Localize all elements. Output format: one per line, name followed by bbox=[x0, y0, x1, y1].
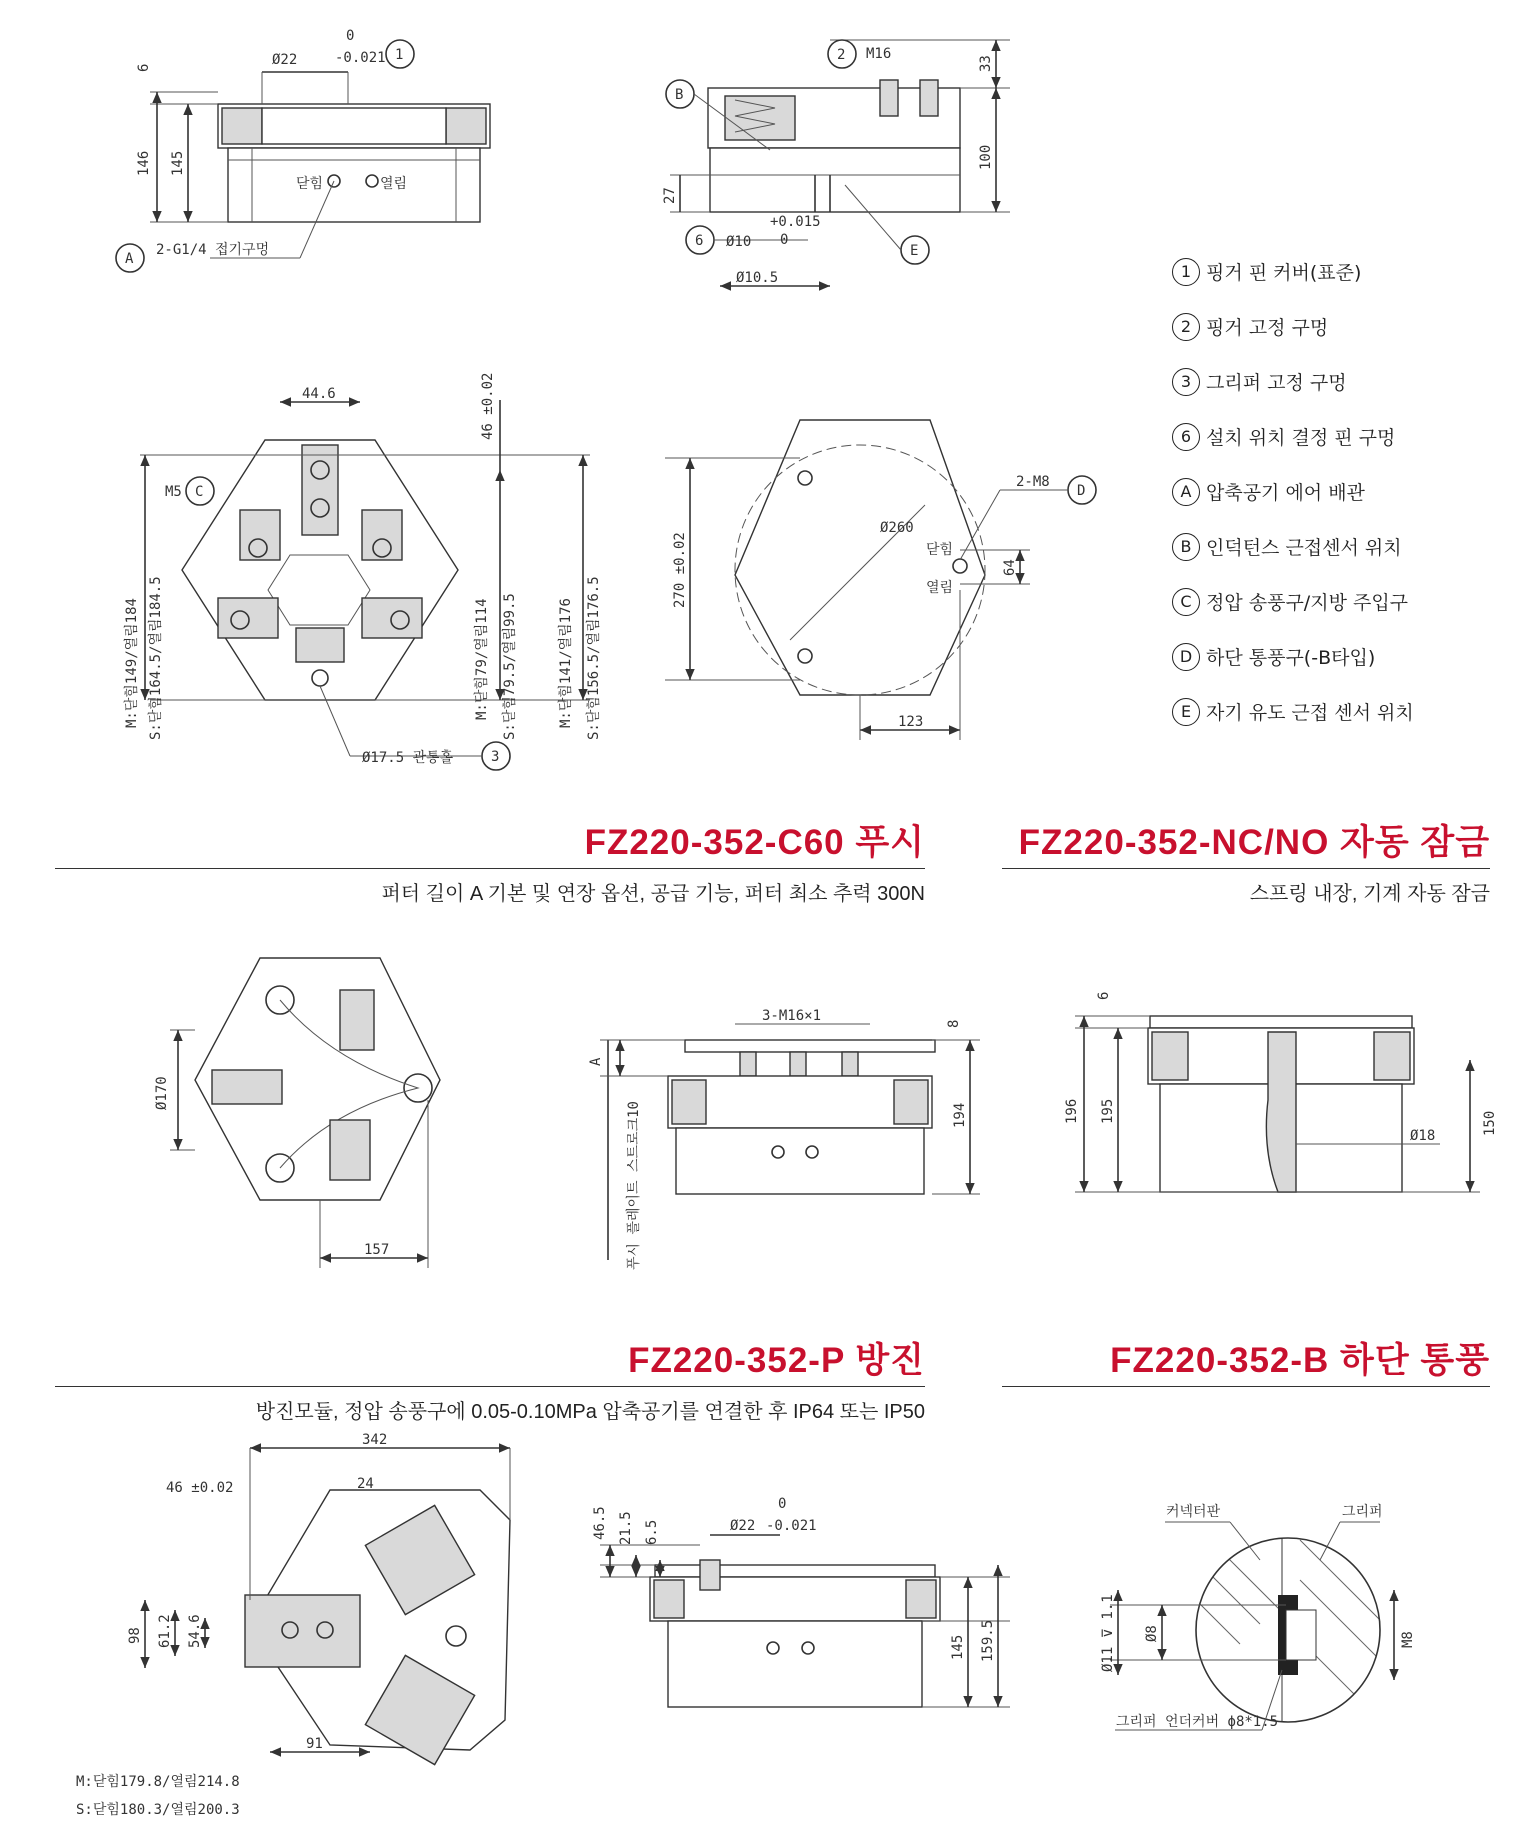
tol-lower: -0.021 bbox=[335, 50, 386, 66]
dim-65: 6.5 bbox=[644, 1519, 660, 1545]
dim-145b: 145 bbox=[950, 1634, 966, 1660]
tol-lower-3: -0.021 bbox=[766, 1518, 817, 1534]
legend-marker: C bbox=[1172, 588, 1200, 616]
callout-B: B bbox=[675, 87, 684, 103]
section-b bbox=[1002, 1340, 1490, 1387]
dim-2m8: 2-M8 bbox=[1016, 474, 1050, 490]
label-close: 닫힘 bbox=[296, 176, 324, 192]
callout-6: 6 bbox=[695, 233, 704, 249]
dim-195: 195 bbox=[1100, 1098, 1116, 1124]
label-close-2: 닫힘 bbox=[926, 542, 954, 558]
dim-612: 61.2 bbox=[157, 1614, 173, 1648]
label-connector: 커넥터판 bbox=[1166, 1504, 1221, 1520]
dim-546: 54.6 bbox=[187, 1614, 203, 1648]
section-b-title: FZ220-352-B 하단 통풍 bbox=[1110, 1341, 1490, 1380]
dim-123: 123 bbox=[898, 714, 924, 730]
legend-marker: A bbox=[1172, 478, 1200, 506]
dim-98: 98 bbox=[127, 1627, 143, 1644]
p-side-view-drawing bbox=[592, 1496, 1010, 1707]
legend-text: 그리퍼 고정 구멍 bbox=[1206, 372, 1347, 394]
c60-top-view-drawing bbox=[154, 958, 440, 1268]
legend-list bbox=[1172, 244, 1512, 739]
callout-D: D bbox=[1077, 483, 1086, 499]
section-c60 bbox=[55, 822, 925, 906]
label-open: 열림 bbox=[380, 176, 408, 192]
divider bbox=[1002, 868, 1490, 869]
legend-item bbox=[1172, 629, 1512, 684]
section-ncno-title: FZ220-352-NC/NO 자동 잠금 bbox=[1018, 823, 1490, 862]
dim-91: 91 bbox=[306, 1736, 323, 1752]
stroke-s-1803: S:닫힘180.3/열림200.3 bbox=[76, 1802, 240, 1818]
dim-64: 64 bbox=[1002, 559, 1018, 576]
b-detail-drawing bbox=[1100, 1503, 1416, 1730]
dim-d8: Ø8 bbox=[1144, 1625, 1160, 1642]
dim-270: 270 ±0.02 bbox=[672, 532, 688, 608]
dim-196: 196 bbox=[1064, 1098, 1080, 1124]
stroke-m-176: M:닫힘141/열림176 bbox=[558, 598, 574, 728]
dim-150: 150 bbox=[1482, 1110, 1498, 1136]
dim-446: 44.6 bbox=[302, 386, 336, 402]
dim-A: A bbox=[588, 1057, 604, 1066]
stroke-m-1798: M:닫힘179.8/열림214.8 bbox=[76, 1774, 240, 1790]
legend-text: 하단 통풍구(-B타입) bbox=[1206, 647, 1376, 669]
dim-d10: Ø10 bbox=[726, 234, 752, 250]
tol-upper: 0 bbox=[346, 28, 355, 44]
dim-6b: 6 bbox=[1096, 991, 1112, 1000]
legend-text: 인덕턴스 근접센서 위치 bbox=[1206, 537, 1402, 559]
dim-d11: Ø11 ⊽ 1.1 bbox=[1100, 1594, 1116, 1672]
stroke-s-995: S:닫힘79.5/열림99.5 bbox=[502, 593, 518, 740]
legend-text: 핑거 핀 커버(표준) bbox=[1206, 262, 1362, 284]
dim-d260: Ø260 bbox=[880, 520, 914, 536]
section-c60-desc: 퍼터 길이 A 기본 및 연장 옵션, 공급 기능, 퍼터 최소 추력 300N bbox=[381, 883, 925, 905]
dim-1595: 159.5 bbox=[980, 1619, 996, 1662]
stroke-m-184: M:닫힘149/열림184 bbox=[124, 598, 140, 728]
section-view-drawing bbox=[662, 40, 1010, 286]
dim-46b: 46 ±0.02 bbox=[166, 1480, 234, 1496]
legend-marker: 6 bbox=[1172, 423, 1200, 451]
callout-2: 2 bbox=[837, 47, 846, 63]
tol-upper-3: 0 bbox=[778, 1496, 787, 1512]
dim-m5: M5 bbox=[165, 484, 182, 500]
dim-33: 33 bbox=[978, 55, 994, 72]
dim-d170: Ø170 bbox=[154, 1076, 170, 1110]
callout-3: 3 bbox=[491, 749, 500, 765]
tol-lower-2: 0 bbox=[780, 232, 789, 248]
legend-item bbox=[1172, 409, 1512, 464]
legend-marker: 3 bbox=[1172, 368, 1200, 396]
dim-6: 6 bbox=[136, 63, 152, 72]
section-ncno bbox=[1002, 822, 1490, 906]
top-view-drawing bbox=[123, 373, 602, 770]
dim-m16: M16 bbox=[866, 46, 892, 62]
legend-marker: 1 bbox=[1172, 258, 1200, 286]
tol-upper-2: +0.015 bbox=[770, 214, 821, 230]
dim-24: 24 bbox=[357, 1476, 374, 1492]
dim-d175: Ø17.5 관통홀 bbox=[362, 750, 454, 766]
legend-item bbox=[1172, 684, 1512, 739]
callout-C: C bbox=[195, 484, 204, 500]
section-ncno-desc: 스프링 내장, 기계 자동 잠금 bbox=[1249, 883, 1490, 905]
c60-side-view-drawing bbox=[588, 1008, 980, 1270]
section-p bbox=[55, 1340, 925, 1424]
legend-item bbox=[1172, 574, 1512, 629]
legend-marker: 2 bbox=[1172, 313, 1200, 341]
legend-item bbox=[1172, 244, 1512, 299]
legend-text: 자기 유도 근접 센서 위치 bbox=[1206, 702, 1414, 724]
legend-item bbox=[1172, 299, 1512, 354]
dim-194: 194 bbox=[952, 1102, 968, 1128]
divider bbox=[1002, 1386, 1490, 1387]
p-top-view-drawing bbox=[76, 1432, 510, 1818]
label-open-2: 열림 bbox=[926, 580, 954, 596]
bottom-view-drawing bbox=[665, 420, 1096, 740]
legend-text: 압축공기 에어 배관 bbox=[1206, 482, 1365, 504]
front-view-drawing bbox=[116, 28, 490, 272]
dim-100: 100 bbox=[978, 144, 994, 170]
label-cover: 그리퍼 언더커버 ϕ8*1.5 bbox=[1116, 1714, 1279, 1730]
label-g14: 2-G1/4 접기구멍 bbox=[156, 242, 270, 258]
legend-item bbox=[1172, 519, 1512, 574]
section-p-desc: 방진모듈, 정압 송풍구에 0.05-0.10MPa 압축공기를 연결한 후 IP64 또는 IP50 bbox=[255, 1401, 925, 1423]
legend-marker: B bbox=[1172, 533, 1200, 561]
legend-text: 설치 위치 결정 핀 구멍 bbox=[1206, 427, 1396, 449]
divider bbox=[55, 1386, 925, 1387]
callout-A: A bbox=[125, 251, 134, 267]
dim-46: 46 ±0.02 bbox=[480, 372, 496, 440]
label-stroke: 푸시 플레이트 스트로크10 bbox=[626, 1101, 642, 1270]
legend-text: 핑거 고정 구멍 bbox=[1206, 317, 1329, 339]
dim-8: 8 bbox=[946, 1019, 962, 1028]
dim-342: 342 bbox=[362, 1432, 388, 1448]
divider bbox=[55, 868, 925, 869]
dim-157: 157 bbox=[364, 1242, 390, 1258]
dim-d22: Ø22 bbox=[272, 52, 298, 68]
legend-marker: E bbox=[1172, 698, 1200, 726]
section-p-title: FZ220-352-P 방진 bbox=[628, 1341, 925, 1380]
legend-marker: D bbox=[1172, 643, 1200, 671]
stroke-m-114: M:닫힘79/열림114 bbox=[474, 598, 490, 720]
dim-d105: Ø10.5 bbox=[736, 270, 779, 286]
legend-item bbox=[1172, 464, 1512, 519]
callout-1: 1 bbox=[395, 47, 404, 63]
dim-465: 46.5 bbox=[592, 1506, 608, 1540]
label-gripper: 그리퍼 bbox=[1342, 1504, 1383, 1520]
dim-27: 27 bbox=[662, 187, 678, 204]
dim-3m16x1: 3-M16×1 bbox=[762, 1008, 822, 1024]
callout-E: E bbox=[910, 243, 919, 259]
dim-146: 146 bbox=[136, 150, 152, 176]
dim-d22b: Ø22 bbox=[730, 1518, 756, 1534]
dim-d18: Ø18 bbox=[1410, 1128, 1436, 1144]
ncno-side-view-drawing bbox=[1064, 992, 1498, 1192]
stroke-s-1765: S:닫힘156.5/열림176.5 bbox=[586, 576, 602, 740]
legend-item bbox=[1172, 354, 1512, 409]
legend-text: 정압 송풍구/지방 주입구 bbox=[1206, 592, 1409, 614]
dim-145: 145 bbox=[170, 150, 186, 176]
dim-215: 21.5 bbox=[618, 1511, 634, 1545]
section-c60-title: FZ220-352-C60 푸시 bbox=[584, 823, 925, 862]
stroke-s-1845: S:닫힘164.5/열림184.5 bbox=[148, 576, 164, 740]
dim-m8b: M8 bbox=[1400, 1631, 1416, 1648]
